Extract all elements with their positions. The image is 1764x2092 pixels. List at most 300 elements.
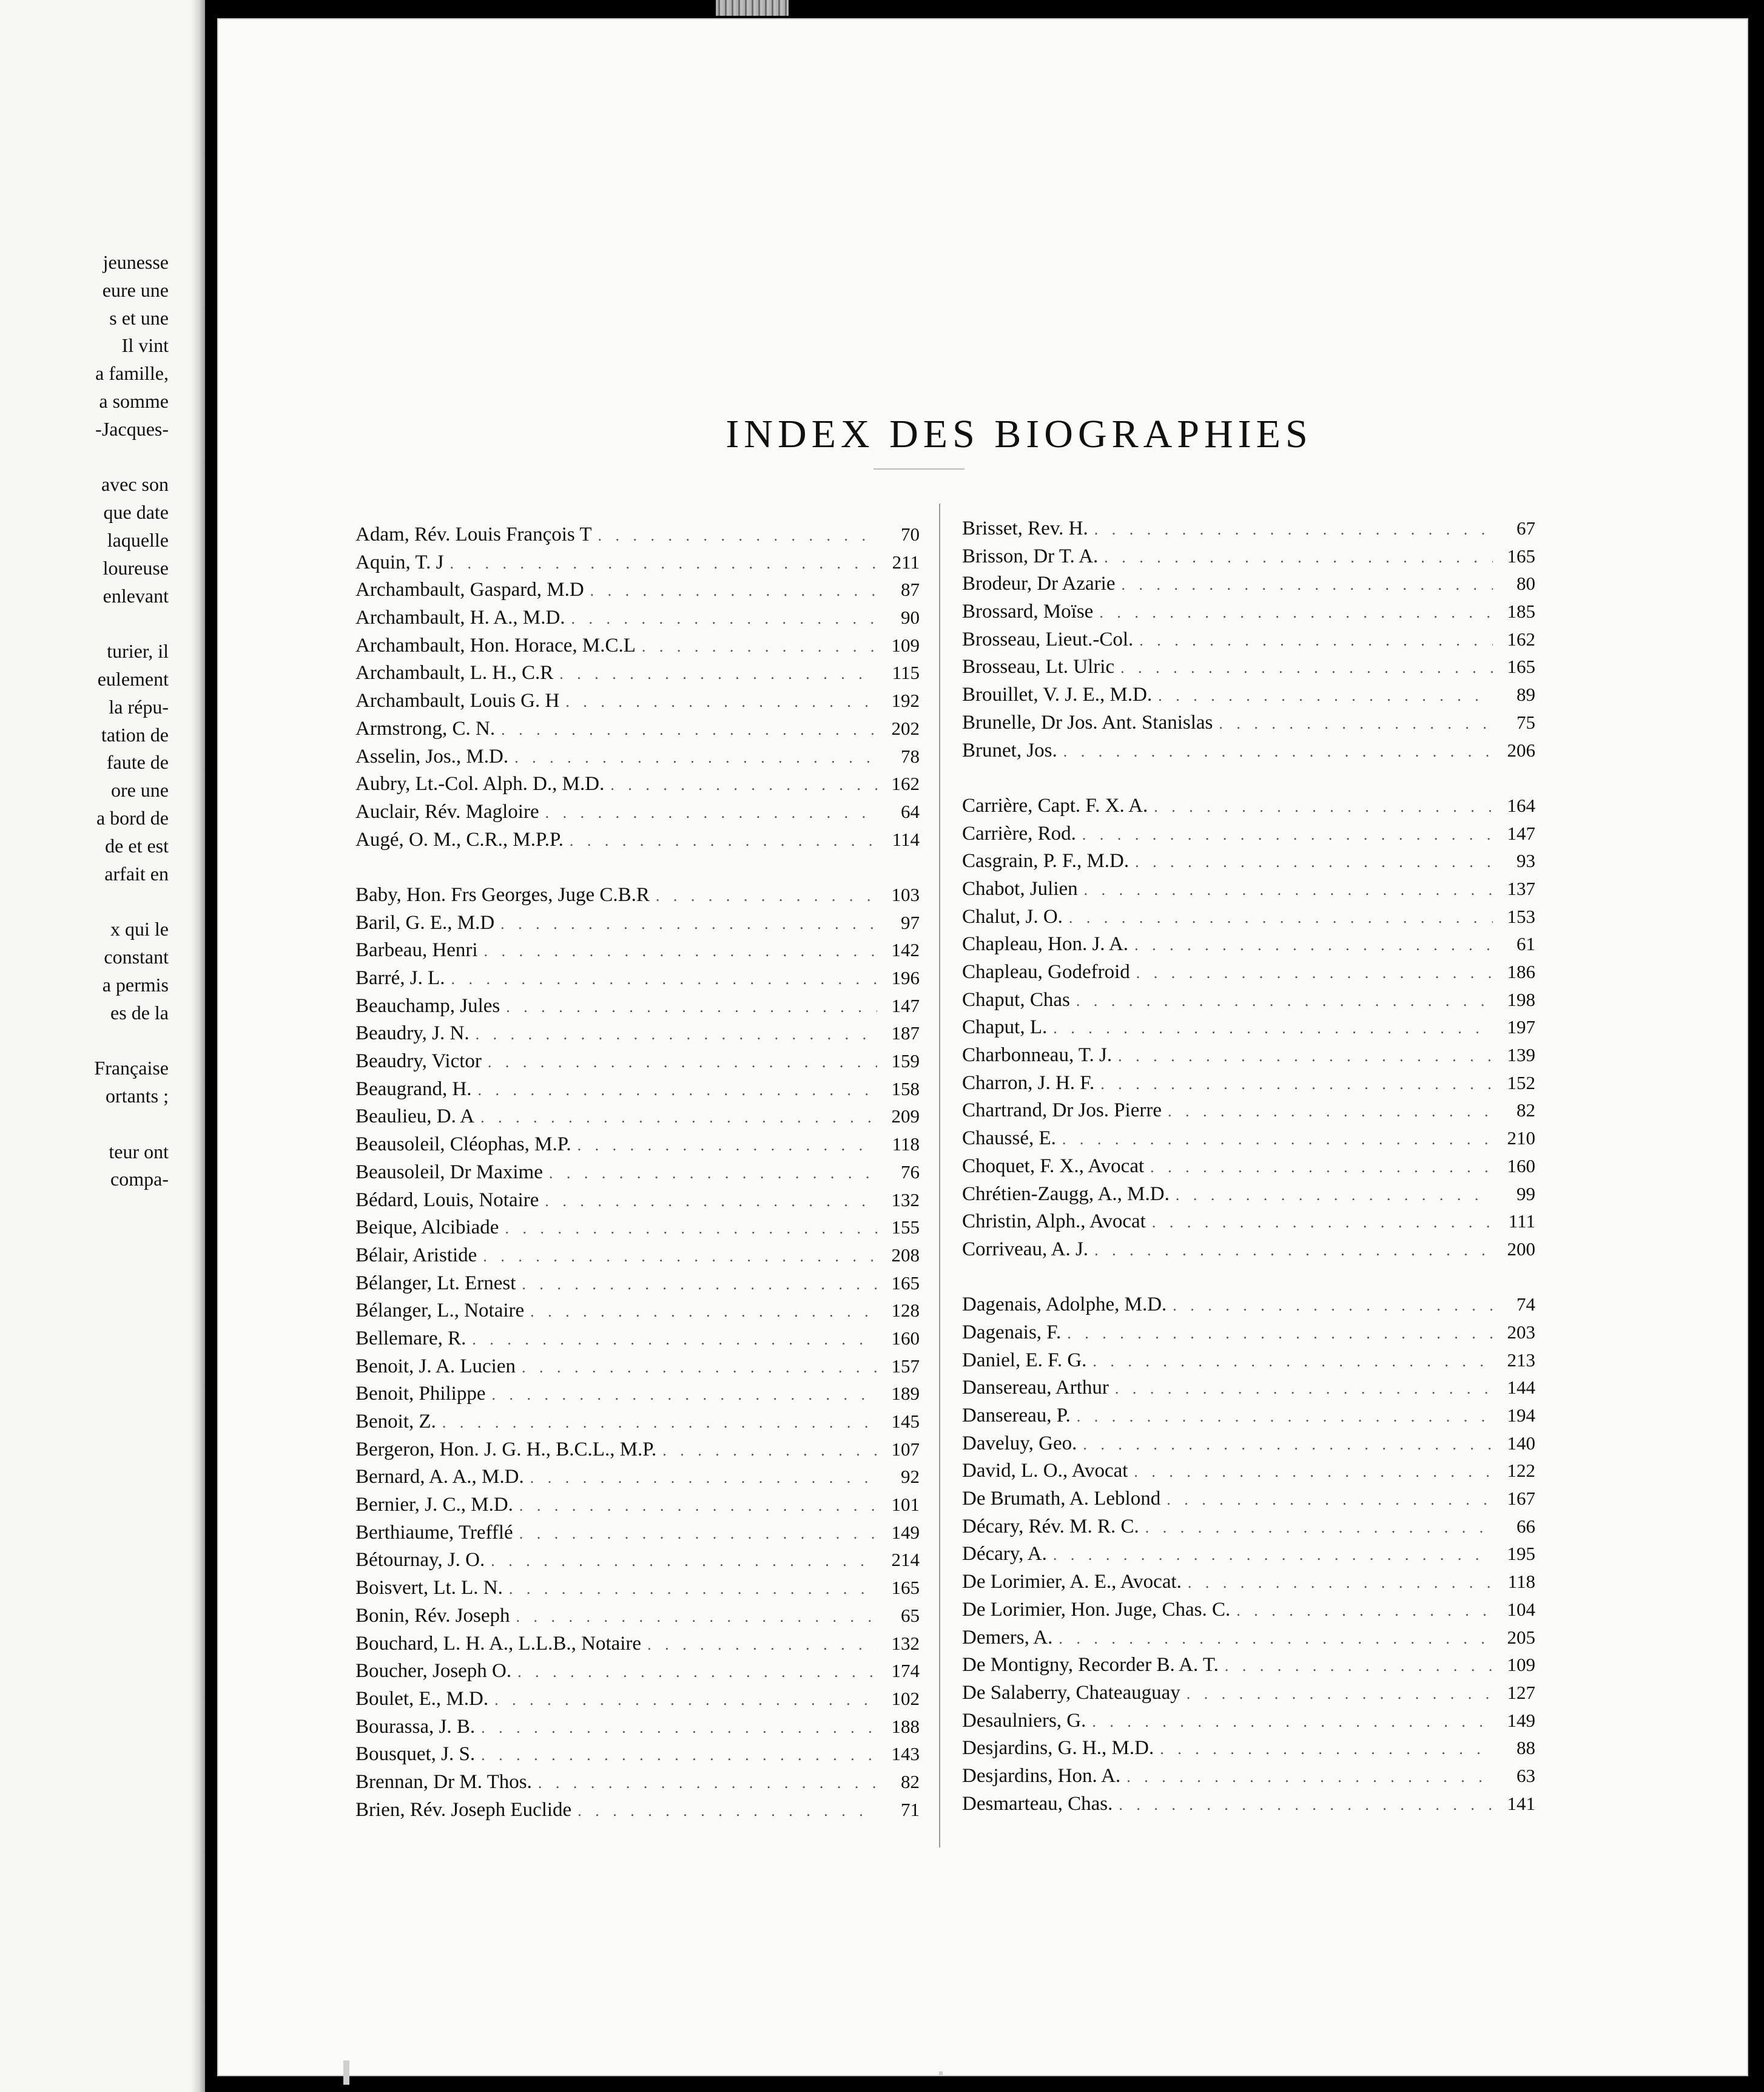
index-entry — [355, 770, 920, 798]
entry-page-number: 65 — [901, 1604, 920, 1626]
entry-name: De Montigny, Recorder B. A. T. — [962, 1654, 1219, 1676]
entry-page-number: 187 — [891, 1022, 920, 1044]
entry-page-number: 186 — [1507, 961, 1535, 982]
entry-page-number: 88 — [1517, 1737, 1535, 1759]
dot-leader — [656, 882, 877, 910]
column-divider — [939, 504, 940, 1847]
index-entry — [355, 992, 920, 1020]
dot-leader — [1092, 1348, 1493, 1375]
index-entry — [962, 1651, 1535, 1679]
entry-name: Chaussé, E. — [962, 1127, 1056, 1150]
entry-name: Daveluy, Geo. — [962, 1432, 1077, 1454]
page-gutter — [190, 0, 205, 2092]
text-line: a famille, — [95, 362, 169, 385]
entry-page-number: 118 — [892, 1133, 920, 1155]
index-entry — [355, 1685, 920, 1713]
index-entry — [962, 1429, 1535, 1457]
dot-leader — [1166, 1486, 1493, 1514]
letter-group-gap — [355, 853, 920, 881]
entry-name: Boucher, Joseph O. — [355, 1660, 512, 1682]
index-entry — [962, 1679, 1535, 1707]
index-entry — [962, 681, 1535, 709]
entry-name: Beique, Alcibiade — [355, 1216, 499, 1239]
dot-leader — [662, 1437, 877, 1465]
entry-name: Boisvert, Lt. L. N. — [355, 1577, 503, 1599]
dot-leader — [505, 1215, 877, 1243]
entry-page-number: 102 — [891, 1687, 920, 1709]
index-entry — [355, 1324, 920, 1352]
entry-name: Beausoleil, Dr Maxime — [355, 1161, 543, 1183]
index-entry — [962, 1624, 1535, 1652]
index-page — [217, 18, 1748, 2076]
entry-page-number: 89 — [1517, 684, 1535, 706]
index-entry — [355, 1241, 920, 1269]
entry-name: Charbonneau, T. J. — [962, 1044, 1113, 1067]
entry-page-number: 160 — [1507, 1155, 1535, 1176]
entry-page-number: 75 — [1517, 711, 1535, 733]
index-column-left — [355, 521, 920, 1823]
entry-name: Dagenais, Adolphe, M.D. — [962, 1294, 1167, 1316]
dot-leader — [1158, 682, 1493, 710]
entry-page-number: 192 — [891, 690, 920, 712]
dot-leader — [1115, 1375, 1493, 1403]
dot-leader — [501, 716, 877, 744]
index-entry — [355, 1463, 920, 1491]
index-entry — [962, 1402, 1535, 1429]
entry-page-number: 162 — [1507, 628, 1535, 650]
entry-page-number: 90 — [901, 607, 920, 629]
index-entry — [962, 1762, 1535, 1790]
dot-leader — [1062, 1125, 1493, 1153]
dot-leader — [570, 827, 877, 855]
entry-page-number: 127 — [1507, 1681, 1535, 1703]
dot-leader — [1150, 1153, 1493, 1181]
text-line: ortants ; — [106, 1084, 169, 1107]
dot-leader — [488, 1048, 877, 1076]
index-entry — [355, 1352, 920, 1380]
text-line: jeunesse — [103, 251, 169, 273]
dot-leader — [610, 771, 877, 799]
entry-page-number: 122 — [1507, 1460, 1535, 1482]
entry-name: Armstrong, C. N. — [355, 717, 496, 740]
text-line: que date — [103, 501, 169, 524]
entry-page-number: 61 — [1517, 933, 1535, 955]
entry-page-number: 132 — [891, 1632, 920, 1654]
dot-leader — [1134, 931, 1493, 959]
entry-page-number: 185 — [1507, 601, 1535, 623]
entry-name: Brodeur, Dr Azarie — [962, 573, 1116, 595]
text-line: la répu- — [109, 695, 169, 718]
dot-leader — [1082, 821, 1493, 849]
dot-leader — [1094, 516, 1493, 544]
entry-name: Brosseau, Lieut.-Col. — [962, 628, 1134, 650]
dot-leader — [1053, 1014, 1493, 1042]
dot-leader — [1063, 738, 1493, 766]
dot-leader — [484, 937, 877, 965]
title-rule — [874, 468, 964, 470]
entry-page-number: 66 — [1517, 1515, 1535, 1537]
dot-leader — [1092, 1708, 1493, 1736]
dot-leader — [1145, 1514, 1493, 1542]
dot-leader — [538, 1769, 877, 1797]
entry-page-number: 137 — [1507, 877, 1535, 899]
entry-name: Asselin, Jos., M.D. — [355, 745, 509, 768]
text-line: es de la — [110, 1001, 169, 1024]
dot-leader — [571, 605, 877, 633]
entry-name: Choquet, F. X., Avocat — [962, 1155, 1145, 1177]
index-entry — [962, 1069, 1535, 1097]
index-entry — [355, 1436, 920, 1463]
entry-page-number: 200 — [1507, 1238, 1535, 1260]
entry-name: Beaulieu, D. A — [355, 1105, 475, 1128]
entry-name: Dansereau, P. — [962, 1405, 1071, 1426]
entry-name: Chrétien-Zaugg, A., M.D. — [962, 1183, 1170, 1205]
entry-page-number: 165 — [891, 1272, 920, 1294]
entry-name: Carrière, Capt. F. X. A. — [962, 794, 1148, 817]
index-entry — [355, 1408, 920, 1436]
index-entry — [355, 826, 920, 854]
paragraph-gap — [0, 1027, 169, 1054]
entry-page-number: 188 — [891, 1715, 920, 1737]
entry-page-number: 198 — [1507, 988, 1535, 1010]
index-entry — [962, 737, 1535, 764]
entry-page-number: 82 — [901, 1770, 920, 1792]
text-line: constant — [104, 945, 169, 968]
index-entry — [355, 1602, 920, 1630]
index-entry — [962, 1374, 1535, 1402]
entry-name: Baby, Hon. Frs Georges, Juge C.B.R — [355, 883, 650, 906]
entry-page-number: 111 — [1508, 1210, 1535, 1232]
entry-page-number: 93 — [1517, 850, 1535, 872]
entry-name: Beausoleil, Cléophas, M.P. — [355, 1133, 571, 1156]
entry-name: De Lorimier, A. E., Avocat. — [962, 1571, 1182, 1593]
entry-page-number: 87 — [901, 579, 920, 601]
index-entry — [355, 743, 920, 771]
entry-page-number: 159 — [891, 1050, 920, 1072]
entry-name: Bernier, J. C., M.D. — [355, 1494, 513, 1516]
entry-page-number: 115 — [892, 662, 920, 684]
dot-leader — [1118, 1042, 1493, 1070]
entry-page-number: 99 — [1517, 1183, 1535, 1204]
entry-page-number: 64 — [901, 800, 920, 822]
binding-thread — [716, 0, 789, 16]
entry-page-number: 101 — [891, 1494, 920, 1516]
dot-leader — [506, 993, 877, 1021]
entry-name: Benoit, J. A. Lucien — [355, 1355, 516, 1377]
dot-leader — [1135, 848, 1493, 876]
index-entry — [355, 1075, 920, 1103]
entry-page-number: 160 — [891, 1327, 920, 1349]
index-entry — [962, 598, 1535, 626]
entry-page-number: 139 — [1507, 1044, 1535, 1066]
dot-leader — [516, 1603, 877, 1631]
scan-speck — [343, 2060, 349, 2085]
entry-page-number: 167 — [1507, 1488, 1535, 1510]
dot-leader — [1236, 1597, 1493, 1625]
text-line: a bord de — [96, 806, 169, 829]
paragraph-gap — [0, 444, 169, 471]
entry-name: Aquin, T. J — [355, 551, 444, 573]
entry-name: Brennan, Dr M. Thos. — [355, 1770, 532, 1793]
entry-page-number: 71 — [901, 1798, 920, 1820]
page-title: INDEX DES BIOGRAPHIES — [725, 412, 1313, 457]
text-line: a somme — [99, 390, 169, 412]
entry-page-number: 128 — [891, 1300, 920, 1321]
index-entry — [962, 1707, 1535, 1735]
index-entry — [355, 798, 920, 826]
entry-name: Bédard, Louis, Notaire — [355, 1189, 539, 1211]
dot-leader — [480, 1104, 877, 1132]
entry-page-number: 114 — [892, 828, 920, 850]
index-entry — [962, 1734, 1535, 1762]
entry-name: Bouchard, L. H. A., L.L.B., Notaire — [355, 1632, 642, 1655]
dot-leader — [1219, 710, 1493, 738]
index-entry — [962, 1096, 1535, 1124]
index-entry — [962, 847, 1535, 875]
dot-leader — [1059, 1625, 1493, 1653]
dot-leader — [1188, 1569, 1493, 1597]
entry-name: Chartrand, Dr Jos. Pierre — [962, 1099, 1162, 1122]
dot-leader — [1076, 987, 1493, 1015]
entry-name: Chaput, Chas — [962, 988, 1070, 1011]
entry-name: Bélanger, Lt. Ernest — [355, 1272, 516, 1294]
index-entry — [962, 1790, 1535, 1818]
index-entry — [355, 1630, 920, 1658]
entry-name: Beaugrand, H. — [355, 1078, 472, 1100]
index-entry — [355, 1158, 920, 1186]
dot-leader — [598, 522, 877, 550]
entry-page-number: 70 — [901, 524, 920, 545]
dot-leader — [1053, 1541, 1493, 1569]
paragraph-gap — [0, 888, 169, 916]
entry-page-number: 63 — [1517, 1764, 1535, 1786]
index-entry — [962, 1457, 1535, 1485]
index-entry — [962, 1596, 1535, 1624]
entry-name: Décary, Rév. M. R. C. — [962, 1515, 1139, 1537]
entry-page-number: 103 — [891, 883, 920, 905]
dot-leader — [1104, 544, 1493, 572]
dot-leader — [500, 910, 877, 938]
entry-page-number: 195 — [1507, 1543, 1535, 1565]
entry-name: Dagenais, F. — [962, 1321, 1062, 1343]
dot-leader — [491, 1547, 877, 1575]
entry-page-number: 147 — [891, 994, 920, 1016]
index-entry — [962, 986, 1535, 1014]
entry-name: Casgrain, P. F., M.D. — [962, 850, 1129, 872]
dot-leader — [478, 1076, 877, 1104]
entry-name: Bélair, Aristide — [355, 1244, 477, 1266]
dot-leader — [1139, 627, 1493, 655]
entry-page-number: 118 — [1507, 1571, 1535, 1593]
entry-name: Brossard, Moïse — [962, 601, 1094, 623]
entry-page-number: 165 — [1507, 545, 1535, 567]
entry-page-number: 74 — [1517, 1294, 1535, 1315]
entry-name: Beauchamp, Jules — [355, 994, 500, 1017]
index-entry — [355, 604, 920, 632]
text-line: avec son — [101, 473, 169, 496]
entry-page-number: 208 — [891, 1244, 920, 1266]
index-entry — [962, 570, 1535, 598]
dot-leader — [517, 1658, 877, 1686]
dot-leader — [1152, 1209, 1493, 1237]
dot-leader — [476, 1021, 877, 1048]
previous-page-text — [0, 249, 169, 1193]
dot-leader — [522, 1354, 877, 1382]
entry-page-number: 174 — [891, 1660, 920, 1682]
entry-name: Corriveau, A. J. — [962, 1238, 1089, 1260]
entry-page-number: 152 — [1507, 1071, 1535, 1093]
index-entry — [962, 1041, 1535, 1069]
entry-page-number: 92 — [901, 1466, 920, 1488]
dot-leader — [449, 550, 877, 578]
entry-name: Desaulniers, G. — [962, 1709, 1086, 1732]
entry-name: Auclair, Rév. Magloire — [355, 800, 539, 823]
entry-name: Brosseau, Lt. Ulric — [962, 656, 1115, 678]
index-entry — [355, 881, 920, 909]
entry-page-number: 78 — [901, 745, 920, 767]
entry-name: Bousquet, J. S. — [355, 1743, 476, 1766]
dot-leader — [481, 1741, 877, 1769]
index-entry — [355, 521, 920, 548]
entry-name: Bernard, A. A., M.D. — [355, 1466, 524, 1488]
dot-leader — [1187, 1680, 1493, 1708]
entry-name: David, L. O., Avocat — [962, 1460, 1128, 1482]
entry-name: Bourassa, J. B. — [355, 1715, 476, 1738]
dot-leader — [1084, 876, 1493, 904]
entry-name: Chabot, Julien — [962, 877, 1078, 900]
entry-name: Carrière, Rod. — [962, 822, 1076, 845]
dot-leader — [522, 1270, 877, 1298]
index-entry — [355, 632, 920, 660]
text-line: enlevant — [103, 584, 169, 607]
entry-page-number: 197 — [1507, 1016, 1535, 1038]
entry-page-number: 142 — [891, 939, 920, 961]
dot-leader — [1225, 1652, 1493, 1680]
dot-leader — [519, 1520, 877, 1548]
entry-name: Bonin, Rév. Joseph — [355, 1604, 510, 1627]
entry-name: De Lorimier, Hon. Juge, Chas. C. — [962, 1598, 1231, 1621]
index-entry — [355, 964, 920, 992]
dot-leader — [1168, 1098, 1493, 1125]
text-line: Il vint — [121, 334, 169, 357]
index-entry — [355, 1019, 920, 1047]
paragraph-gap — [0, 610, 169, 638]
entry-name: Archambault, Hon. Horace, M.C.L — [355, 634, 636, 656]
dot-leader — [545, 1187, 877, 1215]
index-entry — [962, 1318, 1535, 1346]
entry-page-number: 194 — [1507, 1405, 1535, 1426]
entry-name: De Brumath, A. Leblond — [962, 1488, 1161, 1510]
index-entry — [355, 548, 920, 576]
entry-name: Augé, O. M., C.R., M.P.P. — [355, 828, 564, 851]
entry-page-number: 202 — [891, 717, 920, 739]
text-line: ore une — [110, 779, 169, 801]
index-entry — [962, 626, 1535, 653]
entry-page-number: 162 — [891, 773, 920, 795]
entry-page-number: 109 — [891, 634, 920, 656]
dot-leader — [1077, 1403, 1493, 1431]
dot-leader — [1094, 1237, 1493, 1264]
dot-leader — [577, 1132, 877, 1159]
dot-leader — [1083, 1431, 1493, 1459]
text-line: turier, il — [107, 640, 169, 663]
dot-leader — [549, 1159, 877, 1187]
entry-page-number: 76 — [901, 1161, 920, 1183]
entry-name: Beaudry, J. N. — [355, 1022, 470, 1045]
index-entry — [355, 1713, 920, 1741]
entry-page-number: 149 — [891, 1521, 920, 1543]
index-entry — [962, 1568, 1535, 1596]
entry-page-number: 196 — [891, 967, 920, 988]
index-entry — [962, 709, 1535, 737]
entry-page-number: 141 — [1507, 1792, 1535, 1814]
index-entry — [962, 542, 1535, 570]
entry-name: Desjardins, Hon. A. — [962, 1764, 1121, 1787]
text-line: arfait en — [104, 862, 169, 885]
entry-name: Berthiaume, Trefflé — [355, 1521, 513, 1544]
entry-page-number: 143 — [891, 1743, 920, 1765]
entry-page-number: 97 — [901, 911, 920, 933]
dot-leader — [1069, 904, 1493, 932]
entry-page-number: 203 — [1507, 1321, 1535, 1343]
index-entry — [962, 1235, 1535, 1263]
entry-name: Archambault, L. H., C.R — [355, 662, 554, 684]
index-entry — [355, 1657, 920, 1685]
entry-name: Archambault, H. A., M.D. — [355, 607, 565, 629]
entry-name: Bélanger, L., Notaire — [355, 1300, 525, 1322]
index-entry — [355, 909, 920, 937]
entry-page-number: 189 — [891, 1383, 920, 1405]
entry-name: Demers, A. — [962, 1626, 1053, 1648]
index-entry — [962, 1485, 1535, 1513]
previous-page-fragment — [0, 0, 205, 2092]
index-entry — [355, 1213, 920, 1241]
index-entry — [962, 820, 1535, 848]
entry-page-number: 209 — [891, 1105, 920, 1127]
index-entry — [355, 936, 920, 964]
entry-page-number: 145 — [891, 1411, 920, 1432]
text-line: -Jacques- — [95, 417, 169, 440]
dot-leader — [519, 1492, 877, 1520]
entry-page-number: 80 — [1517, 573, 1535, 595]
entry-name: Baril, G. E., M.D — [355, 911, 495, 934]
entry-name: Brisson, Dr T. A. — [962, 545, 1099, 567]
index-entry — [355, 1297, 920, 1324]
entry-name: Christin, Alph., Avocat — [962, 1210, 1146, 1233]
index-entry — [355, 1491, 920, 1519]
entry-page-number: 67 — [1517, 518, 1535, 539]
entry-page-number: 210 — [1507, 1127, 1535, 1149]
dot-leader — [1134, 1458, 1493, 1486]
entry-name: Beaudry, Victor — [355, 1050, 482, 1073]
text-line: x qui le — [110, 918, 169, 940]
index-entry — [355, 1186, 920, 1214]
index-entry — [962, 1152, 1535, 1180]
index-entry — [355, 1269, 920, 1297]
index-entry — [355, 1130, 920, 1158]
entry-name: Desmarteau, Chas. — [962, 1792, 1113, 1815]
entry-name: Benoit, Z. — [355, 1411, 436, 1432]
dot-leader — [590, 577, 877, 605]
entry-name: Aubry, Lt.-Col. Alph. D., M.D. — [355, 773, 605, 795]
dot-leader — [1122, 571, 1493, 599]
text-line: a permis — [102, 973, 169, 996]
entry-page-number: 206 — [1507, 739, 1535, 761]
dot-leader — [1100, 1070, 1493, 1098]
index-entry — [962, 875, 1535, 903]
index-entry — [355, 1380, 920, 1408]
entry-name: Brunelle, Dr Jos. Ant. Stanislas — [962, 711, 1213, 734]
